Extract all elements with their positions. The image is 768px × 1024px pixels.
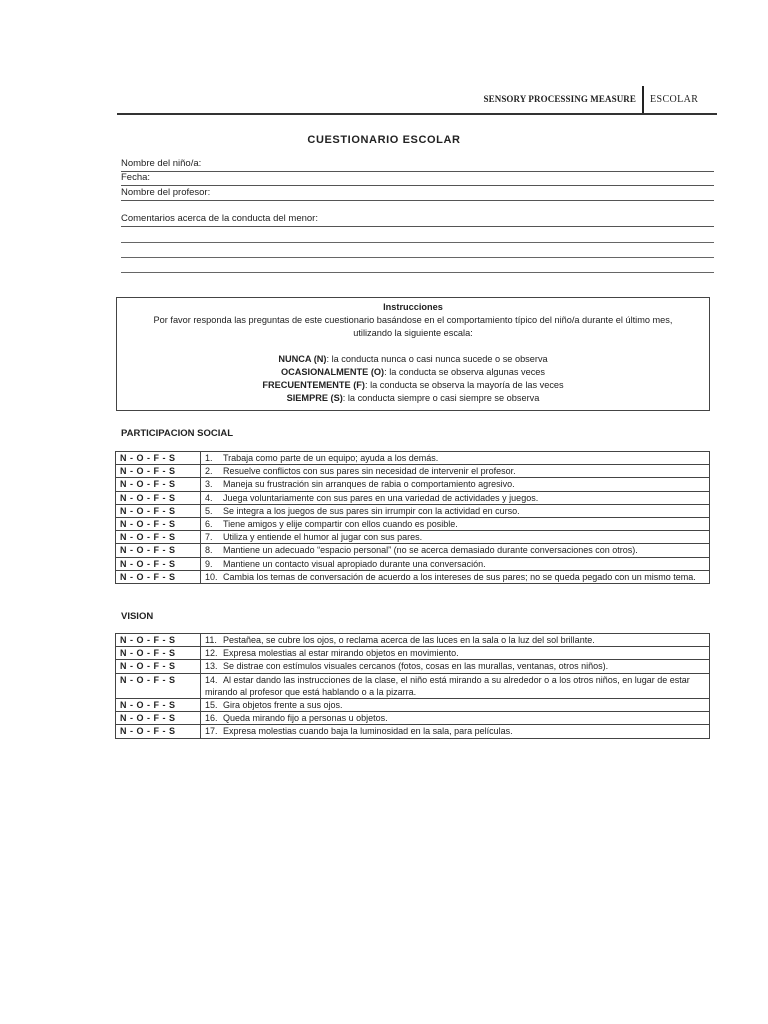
question-cell	[201, 673, 710, 698]
question-text: Mantiene un contacto visual apropiado durante una conversación.	[223, 558, 486, 569]
header-divider	[642, 86, 644, 114]
teacher-name-field[interactable]: Nombre del profesor:	[121, 187, 714, 201]
question-row	[116, 712, 710, 725]
scale-separator: :	[342, 393, 348, 403]
scale-separator: :	[384, 367, 390, 377]
question-table-social	[115, 451, 710, 584]
rating-scale-cell[interactable]: N - O - F - S	[116, 491, 201, 504]
scale-legend-item	[117, 379, 709, 392]
scale-legend-item	[117, 392, 709, 405]
question-number: 11.	[205, 635, 217, 645]
question-cell	[201, 570, 710, 583]
question-text: Expresa molestias al estar mirando objetos en movimiento.	[223, 648, 459, 659]
date-field[interactable]: Fecha:	[121, 172, 714, 186]
scale-label: SIEMPRE (S)	[286, 393, 343, 403]
rating-scale-cell[interactable]: N - O - F - S	[116, 465, 201, 478]
question-row	[116, 452, 710, 465]
scale-separator: :	[364, 380, 371, 390]
rating-scale-cell[interactable]: N - O - F - S	[116, 478, 201, 491]
question-number: 16.	[205, 713, 218, 724]
question-cell	[201, 699, 710, 712]
question-table-vision	[115, 633, 710, 739]
question-number: 6.	[205, 519, 213, 530]
rating-scale-cell[interactable]: N - O - F - S	[116, 725, 201, 738]
question-row	[116, 557, 710, 570]
section-title-social: PARTICIPACION SOCIAL	[121, 428, 234, 439]
question-text: Al estar dando las instrucciones de la clase, el niño está mirando a su alrededor o a los otros niños, en lugar de estar mirando al profesor que está hablando o a la pizarra.	[205, 674, 690, 697]
section-title-vision: VISION	[121, 611, 154, 622]
question-row	[116, 544, 710, 557]
scale-description: la conducta se observa la mayoría de las veces	[370, 380, 564, 390]
question-row	[116, 699, 710, 712]
question-number: 1.	[205, 453, 213, 463]
question-row	[116, 660, 710, 673]
scale-label: OCASIONALMENTE (O)	[281, 367, 385, 377]
question-row	[116, 478, 710, 491]
question-text: Cambia los temas de conversación de acuerdo a los intereses de sus pares; no se queda pegado con un mismo tema.	[223, 571, 696, 582]
question-number: 15.	[205, 700, 218, 711]
question-number: 17.	[205, 726, 218, 737]
instructions-title: Instrucciones	[383, 302, 443, 312]
question-cell	[201, 660, 710, 673]
rating-scale-cell[interactable]: N - O - F - S	[116, 557, 201, 570]
question-text: Expresa molestias cuando baja la luminosidad en la sala, para películas.	[223, 726, 513, 737]
rating-scale-cell[interactable]: N - O - F - S	[116, 504, 201, 517]
question-text: Mantiene un adecuado “espacio personal” (no se acerca demasiado durante conversaciones con otros).	[223, 545, 638, 556]
instructions-line: utilizando la siguiente escala:	[353, 328, 473, 338]
comments-field[interactable]: Comentarios acerca de la conducta del menor:	[121, 213, 714, 227]
comments-line[interactable]	[121, 272, 714, 273]
header-title: SENSORY PROCESSING MEASURE	[483, 94, 636, 104]
question-row	[116, 531, 710, 544]
scale-legend-item	[117, 366, 709, 379]
question-row	[116, 518, 710, 531]
question-text: Queda mirando fijo a personas u objetos.	[223, 713, 388, 724]
question-cell	[201, 518, 710, 531]
rating-scale-cell[interactable]: N - O - F - S	[116, 699, 201, 712]
question-number: 3.	[205, 479, 213, 490]
rating-scale-cell[interactable]: N - O - F - S	[116, 518, 201, 531]
question-text: Se distrae con estímulos visuales cercanos (fotos, cosas en las murallas, ventanas, otros niños).	[223, 661, 609, 672]
question-text: Gira objetos frente a sus ojos.	[223, 700, 343, 711]
question-cell	[201, 647, 710, 660]
rating-scale-cell[interactable]: N - O - F - S	[116, 660, 201, 673]
question-cell	[201, 725, 710, 738]
question-cell	[201, 465, 710, 478]
rating-scale-cell[interactable]: N - O - F - S	[116, 570, 201, 583]
rating-scale-cell[interactable]: N - O - F - S	[116, 452, 201, 465]
question-cell	[201, 504, 710, 517]
question-text: Utiliza y entiende el humor al jugar con sus pares.	[223, 532, 423, 543]
question-cell	[201, 531, 710, 544]
question-text: Tiene amigos y elije compartir con ellos cuando es posible.	[223, 519, 458, 530]
question-number: 13.	[205, 661, 218, 672]
question-text: Resuelve conflictos con sus pares sin necesidad de intervenir el profesor.	[223, 466, 516, 477]
question-cell	[201, 557, 710, 570]
rating-scale-cell[interactable]: N - O - F - S	[116, 531, 201, 544]
scale-description: la conducta nunca o casi nunca sucede o se observa	[331, 354, 548, 364]
question-row	[116, 647, 710, 660]
rating-scale-cell[interactable]: N - O - F - S	[116, 647, 201, 660]
question-cell	[201, 491, 710, 504]
rating-scale-cell[interactable]: N - O - F - S	[116, 673, 201, 698]
question-row	[116, 673, 710, 698]
question-number: 2.	[205, 466, 213, 477]
question-number: 12.	[205, 648, 218, 659]
question-row	[116, 725, 710, 738]
scale-label: NUNCA (N)	[278, 354, 327, 364]
scale-legend	[117, 353, 709, 405]
rating-scale-cell[interactable]: N - O - F - S	[116, 634, 201, 647]
question-number: 9.	[205, 558, 213, 569]
question-row	[116, 634, 710, 647]
question-text: Juega voluntariamente con sus pares en una variedad de actividades y juegos.	[223, 492, 539, 503]
instructions-line: Por favor responda las preguntas de este cuestionario basándose en el comportamiento típico del niño/a durante el último mes,	[153, 315, 673, 325]
instructions-box	[116, 297, 710, 411]
rating-scale-cell[interactable]: N - O - F - S	[116, 544, 201, 557]
comments-line[interactable]	[121, 242, 714, 243]
question-text: Se integra a los juegos de sus pares sin irrumpir con la actividad en curso.	[223, 505, 520, 516]
header-rule	[117, 113, 717, 115]
comments-line[interactable]	[121, 257, 714, 258]
child-name-field[interactable]: Nombre del niño/a:	[121, 158, 714, 172]
scale-separator: :	[326, 354, 332, 364]
question-number: 7.	[205, 532, 213, 543]
rating-scale-cell[interactable]: N - O - F - S	[116, 712, 201, 725]
scale-legend-item	[117, 353, 709, 366]
page-title: CUESTIONARIO ESCOLAR	[307, 134, 461, 146]
question-cell	[201, 478, 710, 491]
question-row	[116, 570, 710, 583]
question-number: 10.	[205, 571, 218, 582]
question-number: 8.	[205, 545, 213, 556]
question-text: Trabaja como parte de un equipo; ayuda a los demás.	[223, 453, 439, 463]
question-cell	[201, 452, 710, 465]
scale-description: la conducta se observa algunas veces	[389, 367, 545, 377]
question-row	[116, 491, 710, 504]
question-cell	[201, 544, 710, 557]
question-cell	[201, 634, 710, 647]
question-number: 14.	[205, 674, 218, 685]
question-text: Pestañea, se cubre los ojos, o reclama acerca de las luces en la sala o la luz del sol brillante.	[223, 635, 595, 645]
question-row	[116, 465, 710, 478]
question-cell	[201, 712, 710, 725]
scale-description: la conducta siempre o casi siempre se observa	[347, 393, 540, 403]
scale-label: FRECUENTEMENTE (F)	[262, 380, 365, 390]
question-row	[116, 504, 710, 517]
document-header	[0, 86, 768, 116]
question-text: Maneja su frustración sin arranques de rabia o comportamiento agresivo.	[223, 479, 515, 490]
question-number: 5.	[205, 505, 213, 516]
question-number: 4.	[205, 492, 213, 503]
header-form-type: ESCOLAR	[650, 94, 699, 105]
